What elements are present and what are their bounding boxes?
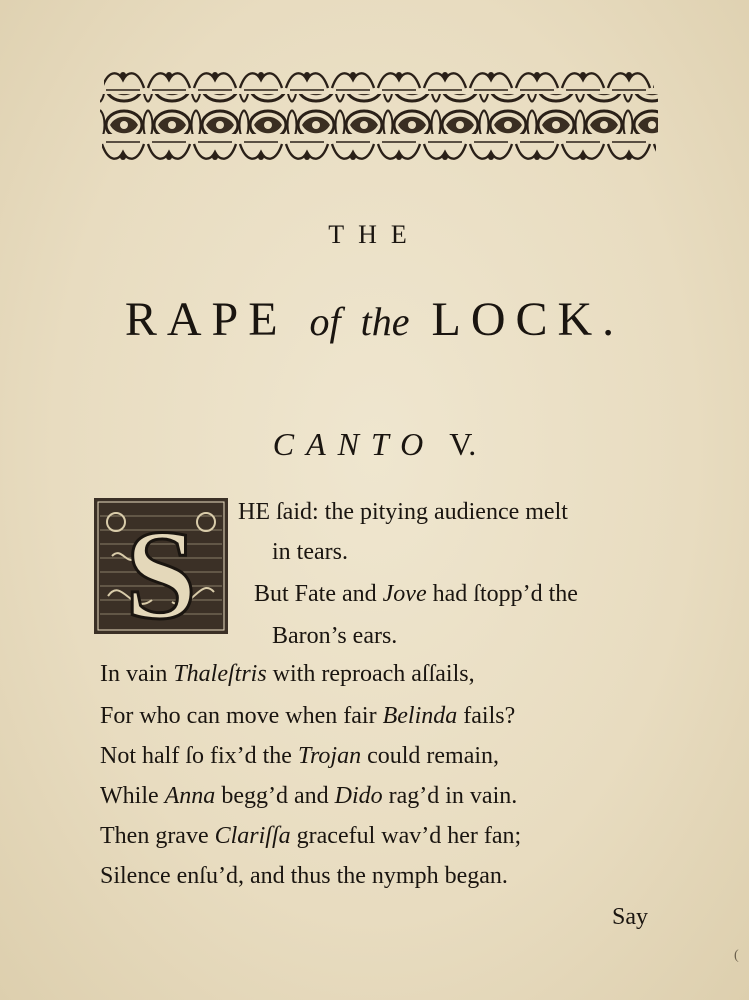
title-lock: LOCK. [431, 293, 625, 346]
poem-line-4: Baron’s ears. [272, 623, 398, 649]
poem-line-10: Silence enſu’d, and thus the nymph began. [100, 863, 508, 889]
title-the-italic: the [360, 299, 410, 344]
title-of: of [309, 299, 341, 344]
initial-letter: S [125, 504, 197, 636]
poem-line-6: For who can move when fair Belinda fails? [100, 703, 516, 729]
floral-initial-icon [92, 496, 230, 636]
canto-word: CANTO [272, 426, 436, 462]
headpiece-ornament-icon [100, 68, 658, 162]
title-the: THE [328, 220, 421, 249]
poem-line-9: Then grave Clariſſa graceful wav’d her fan; [100, 823, 522, 849]
catchword: Say [612, 904, 648, 930]
margin-mark: ( [734, 948, 739, 963]
decorated-initial-s [92, 496, 230, 636]
title-rape: RAPE [124, 293, 288, 346]
poem-line-8: While Anna begg’d and Dido rag’d in vain. [100, 783, 518, 809]
poem-line-5: In vain Thaleſtris with reproach aſſails, [100, 661, 475, 687]
poem-line-1: HE ſaid: the pitying audience melt [238, 499, 568, 525]
canto-number: V. [449, 426, 477, 462]
page-title [0, 292, 749, 347]
poem-line-3: But Fate and Jove had ſtopp’d the [254, 581, 578, 607]
ornamental-headpiece [100, 68, 658, 162]
poem-line-7: Not half ſo fix’d the Trojan could remain, [100, 743, 500, 769]
canto-heading [0, 426, 749, 463]
poem-line-2: in tears. [272, 539, 348, 565]
